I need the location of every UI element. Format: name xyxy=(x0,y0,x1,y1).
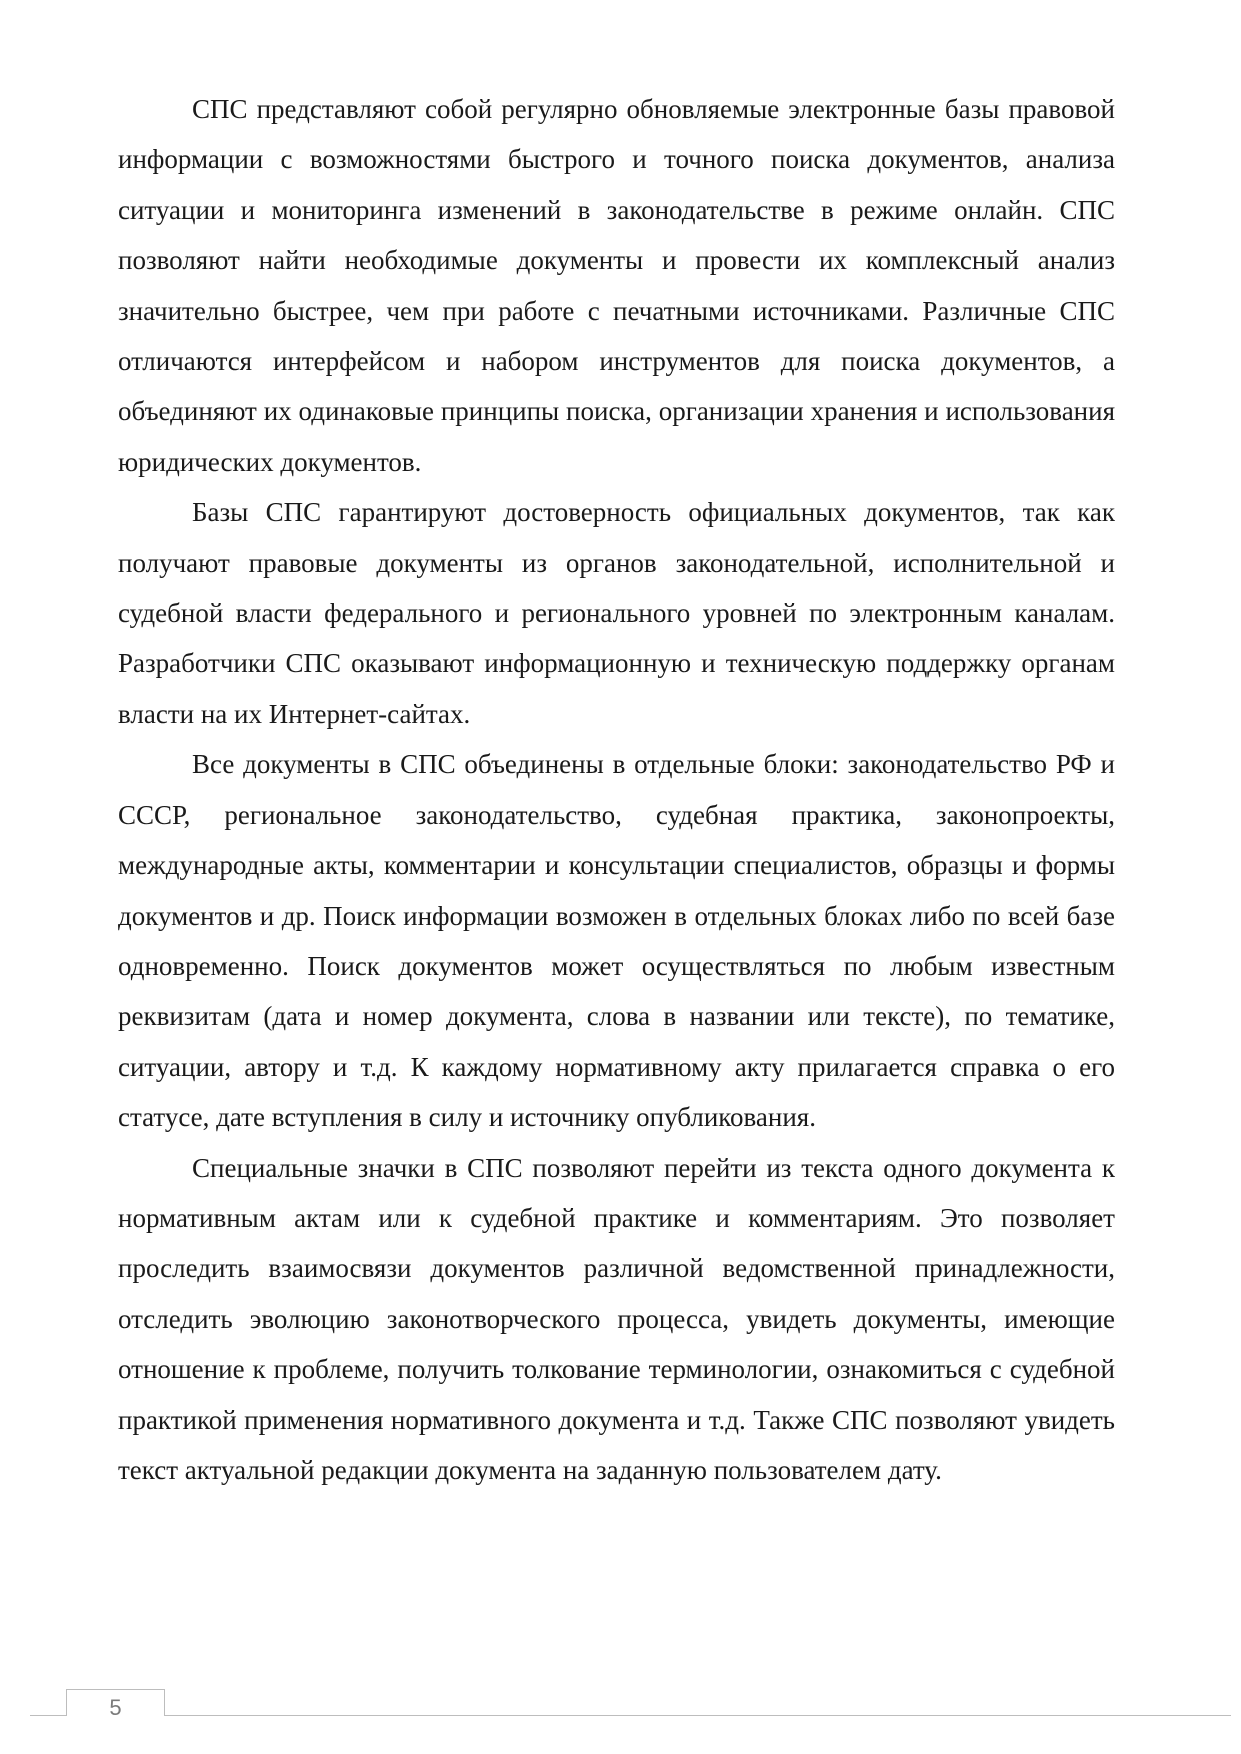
paragraph-4: Специальные значки в СПС позволяют перейти из текста одного документа к нормативным актам или к судебной практике и комментариям. Это позволяет проследить взаимосвязи документов различной ведомственной принадлежности, отследить эволюцию законотворческого процесса, увидеть документы, имеющие отношение к проблеме, получить толкование терминологии, ознакомиться с судебной практикой применения нормативного документа и т.д. Также СПС позволяют увидеть текст актуальной редакции документа на заданную пользователем дату. xyxy=(118,1152,1115,1485)
paragraph-1: СПС представляют собой регулярно обновляемые электронные базы правовой информации с возможностями быстрого и точного поиска документов, анализа ситуации и мониторинга изменений в законодательстве в режиме онлайн. СПС позволяют найти необходимые документы и провести их комплексный анализ значительно быстрее, чем при работе с печатными источниками. Различные СПС отличаются интерфейсом и набором инструментов для поиска документов, а объединяют их одинаковые принципы поиска, организации хранения и использования юридических документов. xyxy=(118,94,1115,477)
page-footer xyxy=(0,1689,1241,1729)
paragraph-2: Базы СПС гарантируют достоверность официальных документов, так как получают правовые документы из органов законодательной, исполнительной и судебной власти федерального и регионального уровней по электронным каналам. Разработчики СПС оказывают информационную и техническую поддержку органам власти на их Интернет-сайтах. xyxy=(118,497,1115,729)
footer-divider xyxy=(30,1715,1231,1716)
page-number-box xyxy=(66,1689,165,1720)
body-text xyxy=(118,84,1115,1495)
paragraph-3: Все документы в СПС объединены в отдельные блоки: законодательство РФ и СССР, региональное законодательство, судебная практика, законопроекты, международные акты, комментарии и консультации специалистов, образцы и формы документов и др. Поиск информации возможен в отдельных блоках либо по всей базе одновременно. Поиск документов может осуществляться по любым известным реквизитам (дата и номер документа, слова в названии или тексте), по тематике, ситуации, автору и т.д. К каждому нормативному акту прилагается справка о его статусе, дате вступления в силу и источнику опубликования. xyxy=(118,749,1115,1133)
page-number: 5 xyxy=(109,1695,122,1720)
